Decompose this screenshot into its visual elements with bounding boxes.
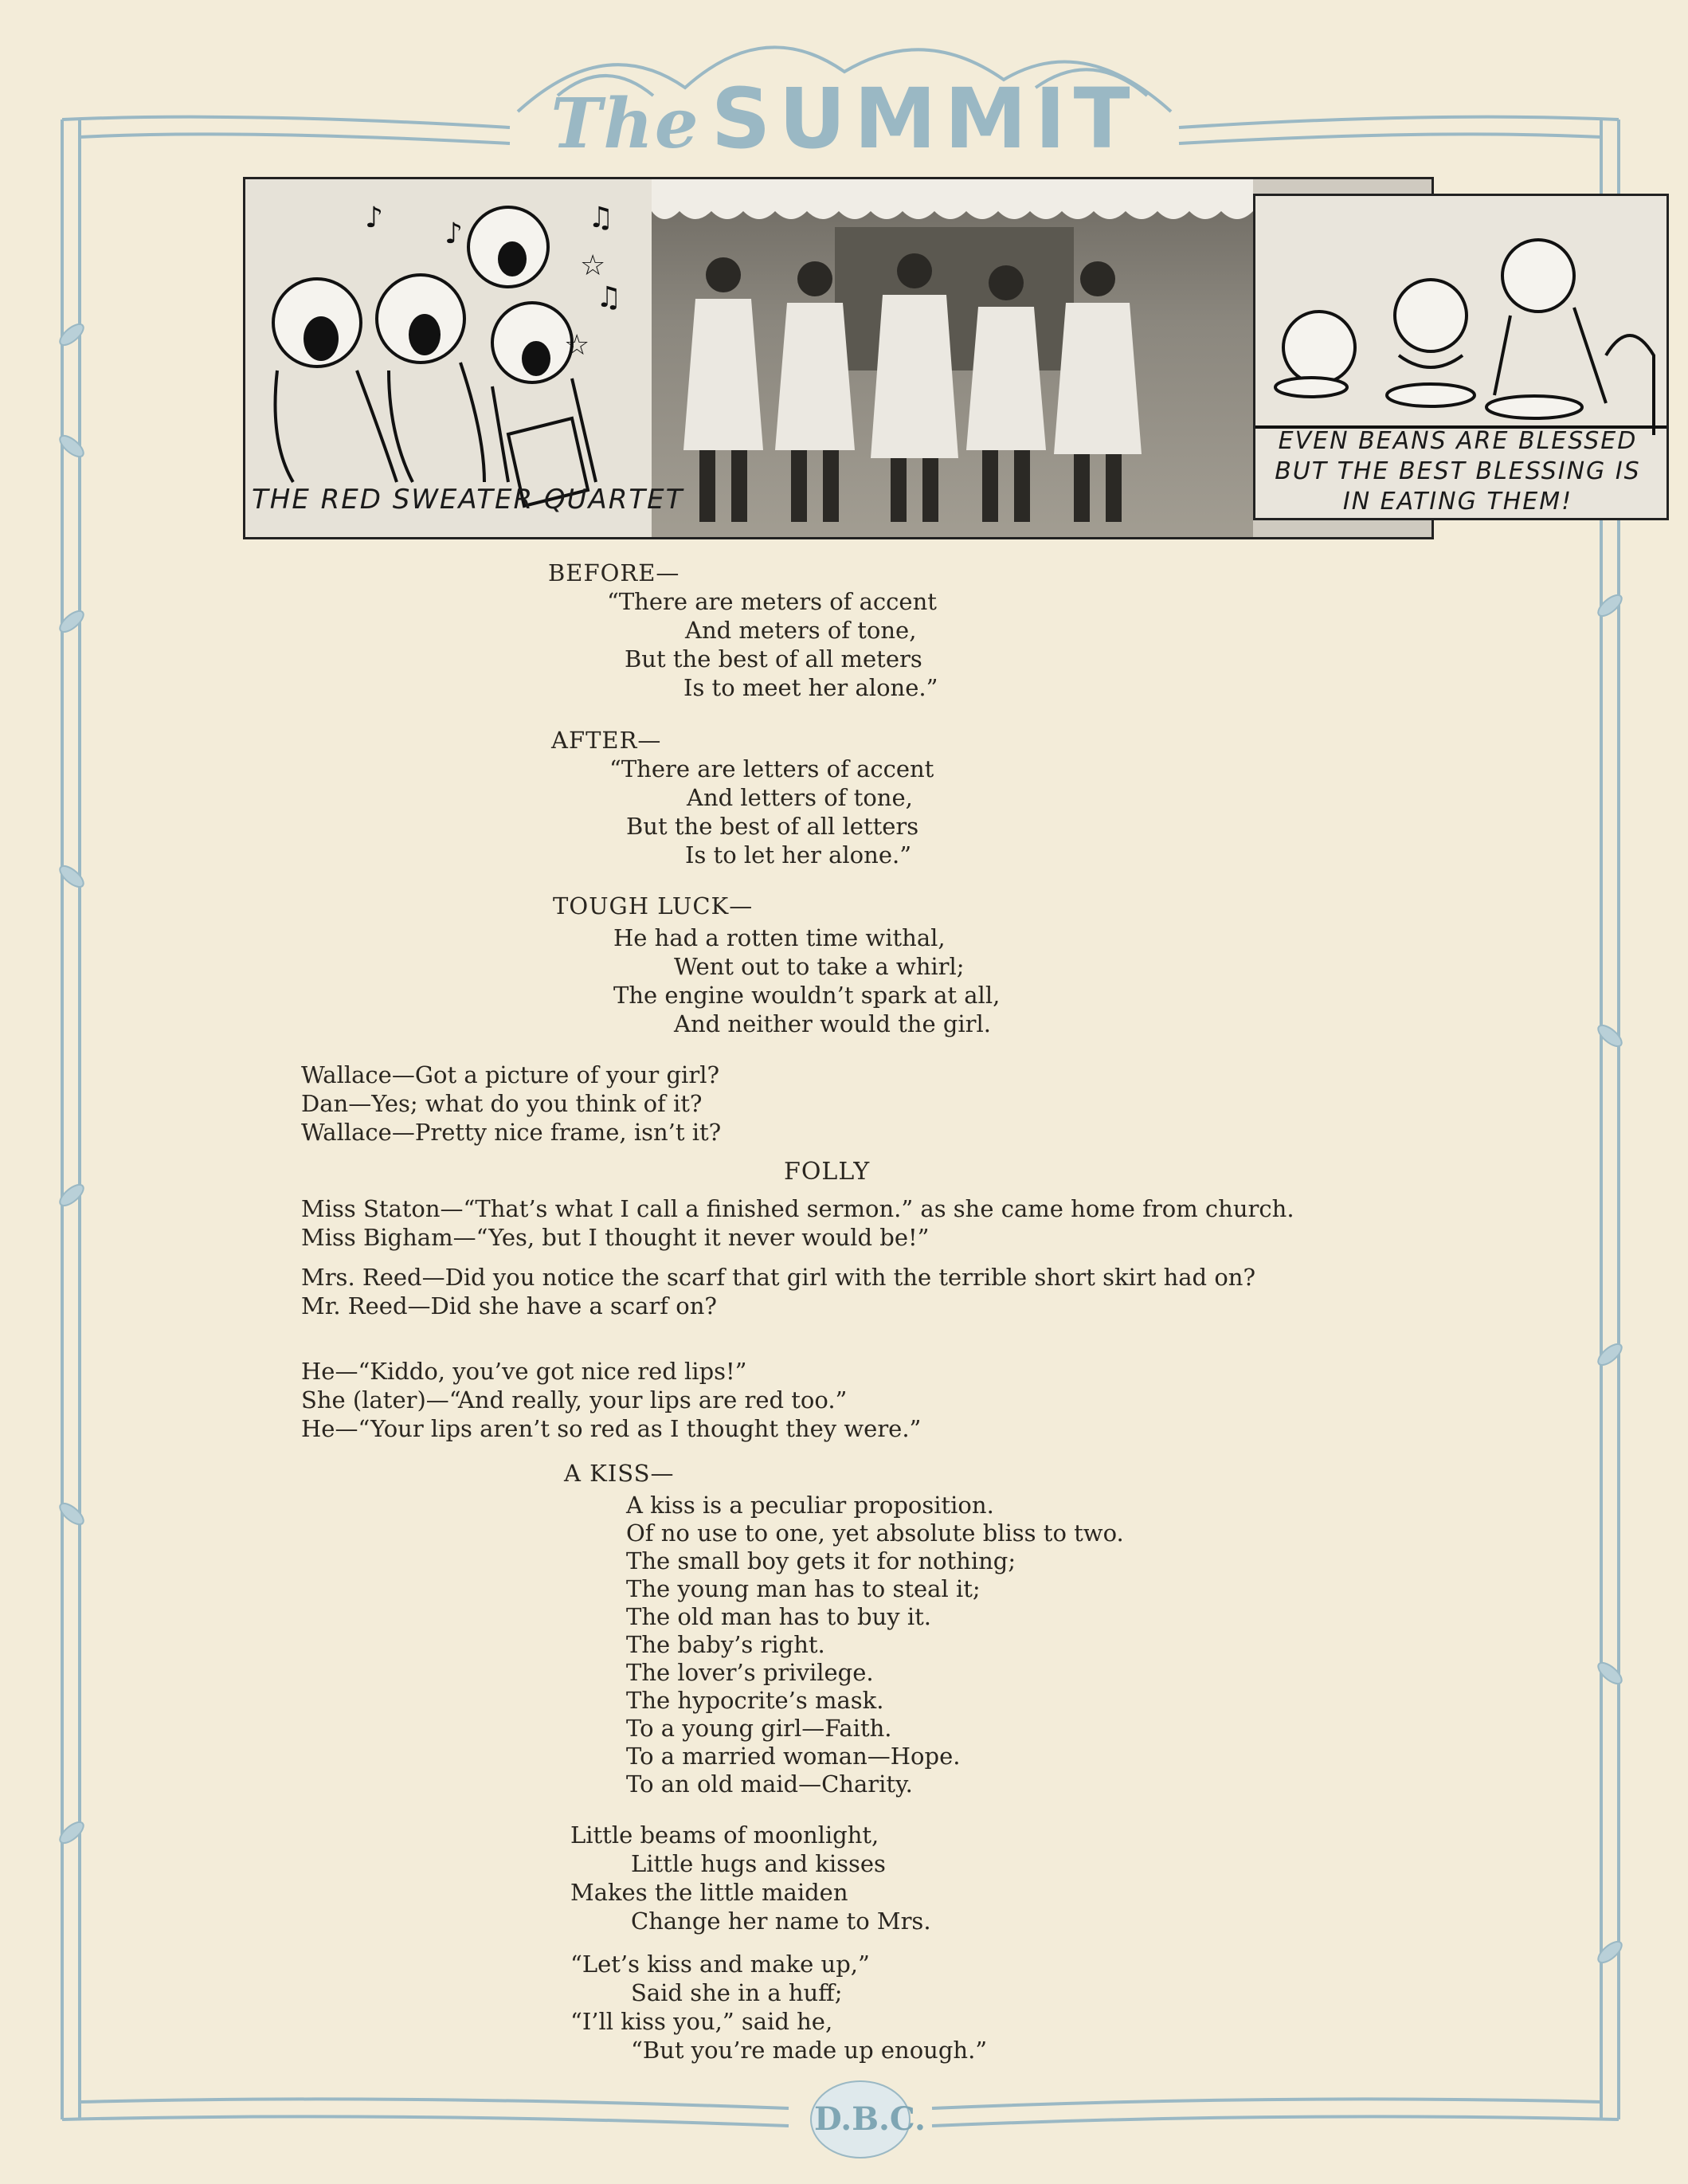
poem-line: Of no use to one, yet absolute bliss to two. bbox=[626, 1519, 1124, 1547]
poem-line: “There are meters of accent bbox=[607, 588, 937, 615]
joke-line: Wallace—Pretty nice frame, isn’t it? bbox=[301, 1119, 722, 1146]
poem-line: Is to meet her alone.” bbox=[683, 674, 938, 701]
poem-line: To a married woman—Hope. bbox=[626, 1743, 961, 1770]
joke-line: Mr. Reed—Did she have a scarf on? bbox=[301, 1292, 717, 1319]
poem-line: “I’ll kiss you,” said he, bbox=[570, 2008, 833, 2035]
joke-line: Miss Staton—“That’s what I call a finished sermon.” as she came home from church. bbox=[301, 1195, 1294, 1222]
poem-line: The hypocrite’s mask. bbox=[626, 1687, 884, 1714]
poem-line: The young man has to steal it; bbox=[626, 1575, 981, 1602]
heading-tough-luck: TOUGH LUCK— bbox=[553, 892, 754, 919]
monogram-dbc: D.B.C. bbox=[814, 2100, 926, 2138]
poem-line: Little beams of moonlight, bbox=[570, 1821, 879, 1849]
poem-line: The lover’s privilege. bbox=[626, 1659, 874, 1686]
poem-line: Went out to take a whirl; bbox=[674, 953, 965, 980]
svg-text:♪: ♪ bbox=[365, 202, 383, 234]
caption-beans bbox=[1243, 426, 1673, 517]
caption-beans-line: IN EATING THEM! bbox=[1342, 488, 1573, 516]
poem-line: A kiss is a peculiar proposition. bbox=[626, 1492, 994, 1519]
poem-line: To an old maid—Charity. bbox=[626, 1770, 913, 1798]
poem-line: “Let’s kiss and make up,” bbox=[570, 1951, 870, 1978]
poem-line: And neither would the girl. bbox=[674, 1010, 992, 1037]
poem-line: But the best of all meters bbox=[625, 645, 922, 672]
caption-red-sweater-quartet: THE RED SWEATER QUARTET bbox=[252, 484, 684, 516]
poem-line: The small boy gets it for nothing; bbox=[626, 1547, 1016, 1574]
svg-text:☆: ☆ bbox=[580, 249, 606, 282]
joke-line: He—“Your lips aren’t so red as I thought they were.” bbox=[301, 1415, 922, 1442]
poem-line: “There are letters of accent bbox=[609, 755, 934, 782]
poem-line: Said she in a huff; bbox=[631, 1979, 843, 2006]
joke-line: Mrs. Reed—Did you notice the scarf that girl with the terrible short skirt had on? bbox=[301, 1264, 1256, 1291]
joke-line: She (later)—“And really, your lips are red too.” bbox=[301, 1386, 848, 1414]
joke-line: Dan—Yes; what do you think of it? bbox=[301, 1090, 703, 1117]
masthead-title bbox=[510, 70, 1179, 167]
caption-beans-line: EVEN BEANS ARE BLESSED bbox=[1278, 427, 1638, 455]
poem-line: But the best of all letters bbox=[626, 813, 919, 840]
poem-line: And letters of tone, bbox=[687, 784, 913, 811]
poem-line: Is to let her alone.” bbox=[685, 841, 912, 869]
poem-line: Little hugs and kisses bbox=[631, 1850, 886, 1877]
svg-text:♫: ♫ bbox=[588, 202, 614, 234]
poem-line: The old man has to buy it. bbox=[626, 1603, 931, 1630]
svg-text:♪: ♪ bbox=[445, 218, 463, 250]
joke-line: He—“Kiddo, you’ve got nice red lips!” bbox=[301, 1358, 747, 1385]
poem-line: Change her name to Mrs. bbox=[631, 1908, 931, 1935]
joke-line: Miss Bigham—“Yes, but I thought it never would be!” bbox=[301, 1224, 930, 1251]
caption-beans-line: BUT THE BEST BLESSING IS bbox=[1275, 457, 1641, 485]
heading-a-kiss: A KISS— bbox=[564, 1460, 675, 1487]
heading-folly: FOLLY bbox=[784, 1158, 871, 1186]
heading-after: AFTER— bbox=[551, 727, 662, 754]
poem-line: The engine wouldn’t spark at all, bbox=[613, 982, 1001, 1009]
poem-line: To a young girl—Faith. bbox=[626, 1715, 892, 1742]
poem-line: Makes the little maiden bbox=[570, 1879, 848, 1906]
svg-text:☆: ☆ bbox=[564, 329, 590, 362]
svg-text:♫: ♫ bbox=[596, 281, 622, 314]
heading-before: BEFORE— bbox=[548, 559, 680, 586]
photo-group-waiters bbox=[652, 179, 1253, 537]
joke-line: Wallace—Got a picture of your girl? bbox=[301, 1061, 720, 1088]
poem-line: And meters of tone, bbox=[685, 617, 917, 644]
poem-line: “But you’re made up enough.” bbox=[631, 2037, 988, 2064]
waiters-photo bbox=[652, 179, 1253, 537]
masthead-summit: SUMMIT bbox=[711, 70, 1138, 167]
masthead-the: The bbox=[550, 84, 700, 164]
poem-line: The baby’s right. bbox=[626, 1631, 825, 1658]
poem-line: He had a rotten time withal, bbox=[613, 924, 946, 951]
photo-strip bbox=[243, 177, 1641, 539]
